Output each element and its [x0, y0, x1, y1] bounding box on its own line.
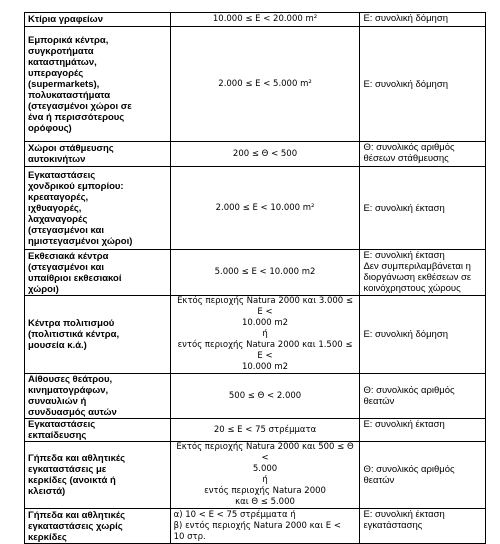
cell-line: 5.000: [252, 464, 278, 474]
threshold-cell: [170, 27, 360, 142]
table-row: [25, 27, 486, 142]
threshold-cell: [170, 13, 360, 27]
cell-line: Ε: συνολική έκταση: [363, 509, 445, 520]
cell-line: β) εντός περιοχής Natura 2000 και Ε <: [173, 520, 342, 531]
cell-line: 2.000 ≤ Ε < 10.000 m²: [215, 202, 315, 213]
cell-line: εγκαταστάσεις χωρίς: [28, 520, 123, 532]
cell-line: ένα ή περισσότερους: [28, 111, 125, 123]
cell-line: 20 ≤ Ε < 75 στρέμματα: [213, 424, 317, 435]
cell-line: ή: [262, 329, 268, 339]
cell-line: (πολιτιστικά κέντρα,: [28, 329, 120, 340]
cell-line: (στεγασμένοι χώροι σε: [28, 100, 132, 112]
cell-line: 10.000 m2: [241, 362, 289, 372]
table-row: [25, 296, 486, 374]
threshold-cell: [170, 250, 360, 296]
cell-line: αυτοκινήτων: [28, 154, 86, 165]
table-row: [25, 509, 486, 544]
cell-line: λαχαναγορές: [28, 213, 88, 225]
threshold-cell: [170, 419, 360, 442]
cell-line: 10.000 m2: [241, 318, 289, 328]
cell-line: 500 ≤ Θ < 2.000: [228, 390, 302, 401]
cell-line: Ε: συνολική δόμηση: [363, 78, 448, 90]
cell-line: εγκατάστασης: [363, 520, 423, 531]
cell-line: κρεαταγορές,: [28, 191, 89, 203]
cell-line: Ε: συνολική έκταση: [363, 419, 445, 430]
cell-line: κερκίδες (ανοικτά ή: [28, 475, 116, 486]
table-row: [25, 13, 486, 27]
cell-line: Θ: συνολικός αριθμός: [363, 464, 455, 475]
cell-line: συγκροτήματα: [28, 45, 94, 57]
document-page: [24, 12, 486, 544]
table-row: [25, 250, 486, 296]
cell-line: Ε: συνολική έκταση: [363, 202, 445, 214]
cell-line: 200 ≤ Θ < 500: [232, 148, 298, 159]
parameter-cell: [360, 13, 486, 27]
cell-line: Δεν συμπεριλαμβάνεται η: [363, 261, 471, 272]
cell-line: καταστημάτων,: [28, 56, 97, 68]
cell-line: Θ: συνολικός αριθμός: [363, 142, 455, 153]
cell-line: Ε: συνολική έκταση: [363, 250, 445, 261]
cell-line: κοινόχρηστους χώρους: [363, 283, 461, 294]
category-cell: [25, 142, 171, 167]
cell-line: μουσεία κ.ά.): [28, 340, 87, 351]
cell-line: ιχθυαγορές,: [28, 202, 82, 214]
cell-line: Χώροι στάθμευσης: [28, 143, 114, 154]
threshold-cell: [170, 509, 360, 544]
threshold-cell: [170, 442, 360, 509]
threshold-cell: [170, 374, 360, 419]
threshold-cell: [170, 142, 360, 167]
cell-line: Κτίρια γραφείων: [28, 14, 103, 25]
parameter-cell: [360, 167, 486, 250]
cell-line: (στεγασμένοι και: [28, 261, 104, 273]
cell-line: εντός περιοχής Natura 2000: [204, 486, 326, 496]
cell-line: (στεγασμένοι και: [28, 224, 104, 236]
category-cell: [25, 167, 171, 250]
cell-line: 5.000 ≤ Ε < 10.000 m2: [214, 267, 316, 277]
category-cell: [25, 13, 171, 27]
threshold-cell: [170, 167, 360, 250]
cell-line: πολυκαταστήματα: [28, 89, 111, 101]
cell-line: ορόφους): [28, 122, 72, 134]
cell-line: Ε: συνολική δόμηση: [363, 329, 448, 340]
cell-line: εντός περιοχής Natura 2000 και 1.500 ≤ Ε <: [177, 340, 353, 361]
cell-line: Γήπεδα και αθλητικές: [28, 453, 126, 464]
cell-line: κερκίδες: [28, 531, 67, 543]
cell-line: θέσεων στάθμευσης: [363, 153, 449, 164]
cell-line: Ε: συνολική δόμηση: [363, 13, 448, 24]
parameter-cell: [360, 142, 486, 167]
category-cell: [25, 442, 171, 509]
table-row: [25, 419, 486, 442]
cell-line: κλειστά): [28, 486, 66, 497]
cell-line: εκπαίδευσης: [28, 430, 87, 441]
parameter-cell: [360, 27, 486, 142]
table-row: [25, 374, 486, 419]
cell-line: 10.000 ≤ Ε < 20.000 m²: [212, 14, 318, 24]
cell-line: Εκτός περιοχής Natura 2000 και 3.000 ≤ Ε <: [177, 296, 353, 317]
cell-line: ή: [262, 475, 268, 485]
parameter-cell: [360, 374, 486, 419]
cell-line: υπαίθριοι εκθεσιακοί: [28, 272, 122, 284]
cell-line: διοργάνωση εκθέσεων σε: [363, 272, 472, 283]
cell-line: κινηματογράφων,: [28, 385, 109, 396]
projects-table: [24, 12, 486, 544]
table-row: [25, 442, 486, 509]
parameter-cell: [360, 296, 486, 374]
parameter-cell: [360, 250, 486, 296]
cell-line: Εμπορικά κέντρα,: [28, 34, 109, 46]
table-row: [25, 167, 486, 250]
category-cell: [25, 374, 171, 419]
table-row: [25, 142, 486, 167]
cell-line: χονδρικού εμπορίου:: [28, 180, 124, 192]
cell-line: θεατών: [363, 396, 395, 407]
cell-line: 2.000 ≤ Ε < 5.000 m²: [218, 78, 312, 89]
cell-line: εγκαταστάσεις με: [28, 464, 107, 475]
cell-line: (supermarkets),: [28, 78, 100, 90]
category-cell: [25, 250, 171, 296]
cell-line: α) 10 < Ε < 75 στρέμματα ή: [173, 509, 296, 520]
cell-line: Εγκαταστάσεις: [28, 419, 96, 430]
category-cell: [25, 509, 171, 544]
category-cell: [25, 419, 171, 442]
cell-line: Γήπεδα και αθλητικές: [28, 509, 126, 521]
cell-line: Εκθεσιακά κέντρα: [28, 250, 109, 262]
cell-line: Θ: συνολικός αριθμός: [363, 385, 455, 396]
cell-line: συνδυασμός αυτών: [28, 407, 117, 418]
cell-line: 10 στρ.: [173, 531, 206, 542]
parameter-cell: [360, 509, 486, 544]
category-cell: [25, 296, 171, 374]
cell-line: Κέντρα πολιτισμού: [28, 318, 115, 329]
cell-line: υπεραγορές: [28, 67, 84, 79]
table-body: [25, 13, 486, 544]
category-cell: [25, 27, 171, 142]
cell-line: συναυλιών ή: [28, 396, 87, 407]
cell-line: ημιστεγασμένοι χώροι): [28, 235, 133, 247]
cell-line: θεατών: [363, 475, 395, 486]
cell-line: Εκτός περιοχής Natura 2000 και 500 ≤ Θ <: [176, 442, 354, 463]
cell-line: και Θ ≤ 5.000: [235, 497, 295, 507]
cell-line: Εγκαταστάσεις: [28, 169, 96, 181]
cell-line: Αίθουσες θεάτρου,: [28, 374, 113, 385]
parameter-cell: [360, 442, 486, 509]
threshold-cell: [170, 296, 360, 374]
parameter-cell: [360, 419, 486, 442]
cell-line: χώροι): [28, 283, 59, 295]
